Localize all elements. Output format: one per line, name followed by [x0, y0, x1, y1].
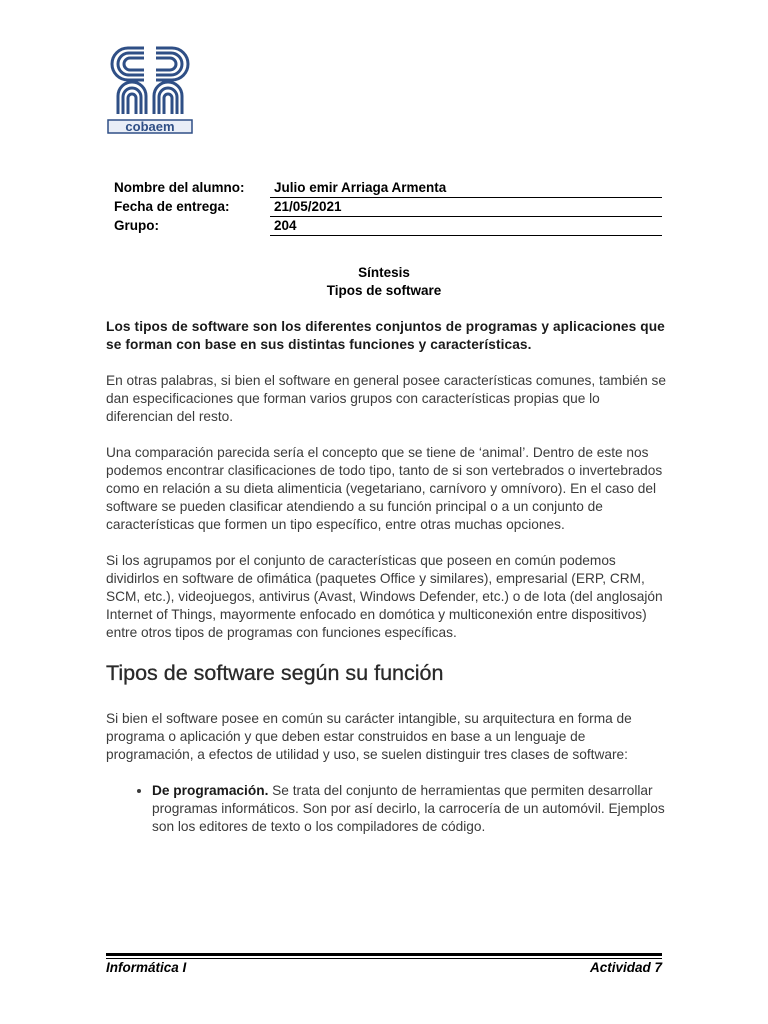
bullet-list: [106, 782, 666, 836]
section-heading: Tipos de software según su función: [106, 661, 444, 685]
intro-paragraph: Los tipos de software son los diferentes conjuntos de programas y aplicaciones que se forman con base en sus distintas funciones y características.: [106, 319, 665, 352]
date-value: 21/05/2021: [270, 198, 662, 217]
page-footer: [106, 960, 662, 975]
list-item-term: De programación.: [152, 783, 269, 798]
footer-subject: Informática I: [106, 960, 187, 975]
group-label: Grupo:: [114, 218, 159, 233]
body-paragraph: En otras palabras, si bien el software en general posee características comunes, también se dan especificaciones que forman varios grupos con características propias que lo diferencian del resto.: [106, 373, 666, 424]
body-paragraph: Una comparación parecida sería el concepto que se tiene de ‘animal’. Dentro de este nos podemos encontrar clasificaciones de todo tipo, tanto de si son vertebrados o invertebrados como en relación a su dieta alimenticia (vegetariano, carnívoro y omnívoro). En el caso del software se pueden clasificar atendiendo a su función principal o a un conjunto de características que formen un tipo específico, entre otras muchas opciones.: [106, 445, 663, 532]
document-title: [106, 264, 662, 300]
footer-activity: Actividad 7: [589, 960, 662, 975]
logo-text: cobaem: [125, 119, 175, 134]
info-row-date: [110, 198, 662, 217]
name-label: Nombre del alumno:: [114, 180, 245, 196]
document-body: [106, 318, 666, 836]
section-paragraph: Si bien el software posee en común su carácter intangible, su arquitectura en forma de programa o aplicación y que deben estar construidos en base a un lenguaje de programación, a efectos de utilidad y uso, se suelen distinguir tres clases de software:: [106, 711, 632, 762]
cobaem-logo-graphic: [104, 42, 196, 138]
body-paragraph: Si los agrupamos por el conjunto de características que poseen en común podemos dividirlos en software de ofimática (paquetes Office y similares), empresarial (ERP, CRM, SCM, etc.), videojuegos, antivirus (Avast, Windows Defender, etc.) o de Iota (del anglosajón Internet of Things, mayormente enfocado en domótica y multiconexión entre dispositivos) entre otros tipos de programas con funciones específicas.: [106, 553, 663, 640]
date-label: Fecha de entrega:: [114, 199, 230, 214]
student-info-table: [110, 179, 662, 236]
info-row-group: [110, 217, 662, 236]
footer-divider: [106, 953, 662, 959]
title-line-2: Tipos de software: [326, 283, 442, 298]
title-line-1: Síntesis: [358, 265, 410, 280]
list-item: [152, 782, 666, 836]
name-value: Julio emir Arriaga Armenta: [270, 179, 662, 198]
list-item-text: Se trata del conjunto de herramientas que permiten desarrollar programas informáticos. Son por así decirlo, la carrocería de un automóvil. Ejemplos son los editores de texto o los compiladores de código.: [152, 783, 665, 834]
info-row-name: [110, 179, 662, 198]
cobaem-logo: [104, 42, 196, 138]
group-value: 204: [270, 217, 662, 236]
